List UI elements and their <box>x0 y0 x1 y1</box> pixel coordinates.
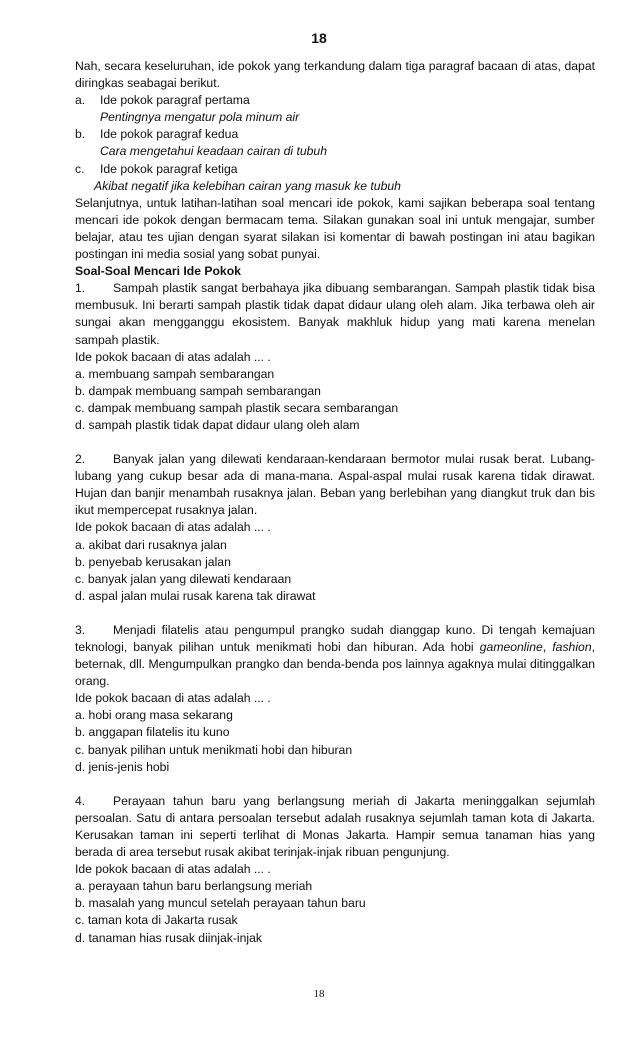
question-1-prompt: Ide pokok bacaan di atas adalah ... . <box>75 349 271 364</box>
question-3-passage <box>75 622 595 690</box>
item-marker: c. <box>75 161 85 176</box>
question-number: 2. <box>75 452 86 467</box>
intro-answer-b: Cara mengetahui keadaan cairan di tubuh <box>100 144 327 159</box>
question-4-option-d: d. tanaman hias rusak diinjak-injak <box>75 930 262 945</box>
question-2-option-a: a. akibat dari rusaknya jalan <box>75 537 227 552</box>
question-1-option-b: b. dampak membuang sampah sembarangan <box>75 383 321 398</box>
item-marker: a. <box>75 93 86 108</box>
question-number: 1. <box>75 281 86 296</box>
passage-text: , beternak, dll. Mengumpulkan prangko dan benda-benda pos lainnya agaknya mulai ditinggalkan orang. <box>75 640 595 689</box>
question-2-passage <box>75 451 595 519</box>
passage-text: Menjadi filatelis atau pengumpul prangko sudah dianggap kuno. Di tengah kemajuan teknologi, banyak pilihan untuk menikmati hobi dan hiburan. Ada hobi <box>75 622 595 654</box>
passage-text: Perayaan tahun baru yang berlangsung meriah di Jakarta meninggalkan sejumlah persoalan. Satu di antara persoalan tersebut adalah rusaknya sejumlah taman kota di Jakarta. Kerusakan taman ini seperti terlihat di Monas Jakarta. Hampir semua tanaman hias yang berada di area tersebut rusak akibat terinjak-injak ribuan pengunjung. <box>75 793 595 860</box>
item-label: Ide pokok paragraf ketiga <box>100 161 238 176</box>
question-4-passage <box>75 793 595 861</box>
intro-paragraph: Nah, secara keseluruhan, ide pokok yang terkandung dalam tiga paragraf bacaan di atas, dapat diringkas seabagai berikut. <box>75 59 595 91</box>
document-body <box>75 58 595 947</box>
passage-italic: fashion <box>552 640 592 654</box>
question-3-prompt: Ide pokok bacaan di atas adalah ... . <box>75 691 271 706</box>
question-3-option-c: c. banyak pilihan untuk menikmati hobi dan hiburan <box>75 742 353 757</box>
intro-item-b <box>75 126 595 143</box>
question-number: 3. <box>75 622 86 637</box>
page-number-footer: 18 <box>313 988 325 1000</box>
page-number-header: 18 <box>311 30 327 46</box>
question-2-option-d: d. aspal jalan mulai rusak karena tak dirawat <box>75 588 316 603</box>
spacer <box>75 434 595 451</box>
question-2-prompt: Ide pokok bacaan di atas adalah ... . <box>75 520 271 535</box>
question-2-option-c: c. banyak jalan yang dilewati kendaraan <box>75 571 292 586</box>
intro-item-c <box>75 161 595 178</box>
question-number: 4. <box>75 793 86 808</box>
question-2-option-b: b. penyebab kerusakan jalan <box>75 554 231 569</box>
question-4-prompt: Ide pokok bacaan di atas adalah ... . <box>75 862 271 877</box>
passage-text: Banyak jalan yang dilewati kendaraan-kendaraan bermotor mulai rusak berat. Lubang-lubang yang cukup besar ada di mana-mana. Aspal-aspal mulai rusak karena tidak dirawat. Hujan dan banjir menambah rusaknya jalan. Beban yang berlebihan yang diangkut truk dan bis ikut mempercepat rusaknya jalan. <box>75 452 595 518</box>
question-3-option-a: a. hobi orang masa sekarang <box>75 708 233 723</box>
question-1-option-d: d. sampah plastik tidak dapat didaur ulang oleh alam <box>75 417 360 432</box>
question-1-option-a: a. membuang sampah sembarangan <box>75 366 275 381</box>
spacer <box>75 776 595 793</box>
question-3-option-d: d. jenis-jenis hobi <box>75 759 170 774</box>
section-title: Soal-Soal Mencari Ide Pokok <box>75 264 241 279</box>
question-4-option-b: b. masalah yang muncul setelah perayaan tahun baru <box>75 896 366 911</box>
item-label: Ide pokok paragraf kedua <box>100 127 239 142</box>
question-1-option-c: c. dampak membuang sampah plastik secara sembarangan <box>75 400 399 415</box>
intro-answer-c: Akibat negatif jika kelebihan cairan yang masuk ke tubuh <box>94 178 401 193</box>
passage-separator: , <box>542 640 553 654</box>
item-label: Ide pokok paragraf pertama <box>100 93 250 108</box>
item-marker: b. <box>75 127 86 142</box>
intro-answer-a: Pentingnya mengatur pola minum air <box>100 110 300 125</box>
closing-paragraph: Selanjutnya, untuk latihan-latihan soal mencari ide pokok, kami sajikan beberapa soal tentang mencari ide pokok dengan bermacam tema. Silakan gunakan soal ini untuk mengajar, sumber belajar, atau tes ujian dengan syarat silakan isi komentar di bawah postingan ini atau bagikan postingan ini media sosial yang sobat punyai. <box>75 195 595 262</box>
passage-text: Sampah plastik sangat berbahaya jika dibuang sembarangan. Sampah plastik tidak bisa membusuk. Ini berarti sampah plastik tidak dapat didaur ulang oleh alam. Jika terbawa oleh air sungai akan mengganggu ekosistem. Banyak makhluk hidup yang mati karena menelan sampah plastik. <box>75 281 595 347</box>
question-1-passage <box>75 280 595 348</box>
spacer <box>75 605 595 622</box>
question-4-option-a: a. perayaan tahun baru berlangsung meriah <box>75 879 313 894</box>
passage-italic: gameonline <box>479 640 543 654</box>
question-3-option-b: b. anggapan filatelis itu kuno <box>75 725 230 740</box>
intro-item-a <box>75 92 595 109</box>
question-4-option-c: c. taman kota di Jakarta rusak <box>75 913 238 928</box>
